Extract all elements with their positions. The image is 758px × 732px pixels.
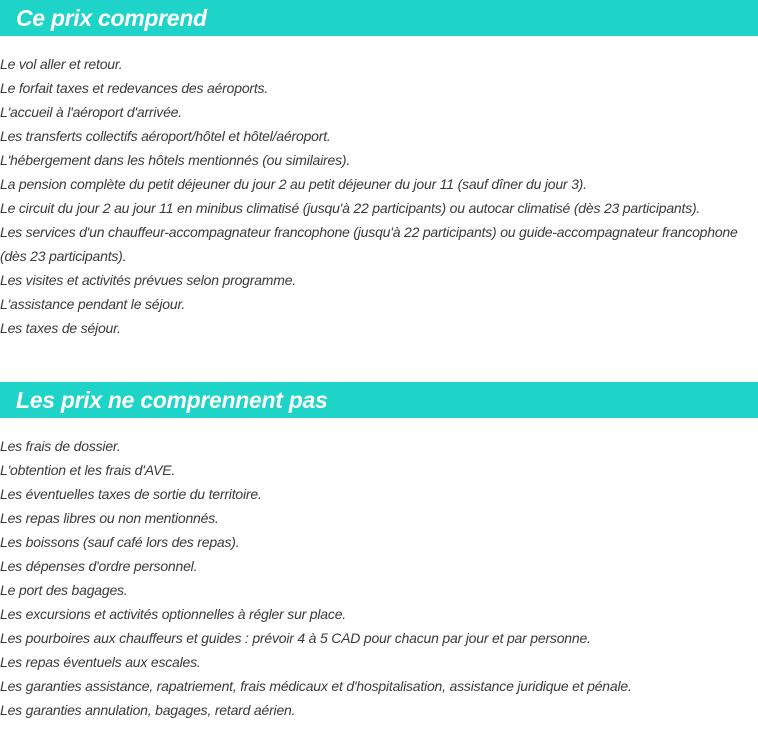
list-item: Les services d'un chauffeur-accompagnateur francophone (jusqu'à 22 participants) ou guide-accompagnateur francophone (dès 23 participants). <box>0 224 738 264</box>
list-item: Les frais de dossier. <box>0 438 121 454</box>
list-item: Les visites et activités prévues selon programme. <box>0 272 296 288</box>
list-item: L'obtention et les frais d'AVE. <box>0 462 176 478</box>
list-item: Le port des bagages. <box>0 582 128 598</box>
included-list <box>0 52 758 340</box>
list-item: Le vol aller et retour. <box>0 56 123 72</box>
list-item: Les boissons (sauf café lors des repas). <box>0 534 240 550</box>
list-item: Les éventuelles taxes de sortie du territoire. <box>0 486 262 502</box>
list-item: Les transferts collectifs aéroport/hôtel et hôtel/aéroport. <box>0 128 331 144</box>
excluded-section <box>0 382 758 722</box>
list-item: Le forfait taxes et redevances des aéroports. <box>0 80 269 96</box>
included-section-title: Ce prix comprend <box>0 0 758 36</box>
list-item: Les excursions et activités optionnelles à régler sur place. <box>0 606 346 622</box>
list-item: Les garanties annulation, bagages, retard aérien. <box>0 702 296 718</box>
list-item: L'accueil à l'aéroport d'arrivée. <box>0 104 182 120</box>
list-item: Le circuit du jour 2 au jour 11 en minibus climatisé (jusqu'à 22 participants) ou autocar climatisé (dès 23 participants). <box>0 200 701 216</box>
list-item: Les repas éventuels aux escales. <box>0 654 201 670</box>
list-item: L'hébergement dans les hôtels mentionnés (ou similaires). <box>0 152 351 168</box>
excluded-section-title: Les prix ne comprennent pas <box>0 382 758 418</box>
list-item: L'assistance pendant le séjour. <box>0 296 186 312</box>
list-item: Les taxes de séjour. <box>0 320 121 336</box>
list-item: Les pourboires aux chauffeurs et guides : prévoir 4 à 5 CAD pour chacun par jour et par personne. <box>0 630 591 646</box>
list-item: Les repas libres ou non mentionnés. <box>0 510 219 526</box>
excluded-list <box>0 434 758 722</box>
list-item: La pension complète du petit déjeuner du jour 2 au petit déjeuner du jour 11 (sauf dîner du jour 3). <box>0 176 587 192</box>
list-item: Les garanties assistance, rapatriement, frais médicaux et d'hospitalisation, assistance juridique et pénale. <box>0 678 632 694</box>
list-item: Les dépenses d'ordre personnel. <box>0 558 198 574</box>
included-section <box>0 0 758 340</box>
